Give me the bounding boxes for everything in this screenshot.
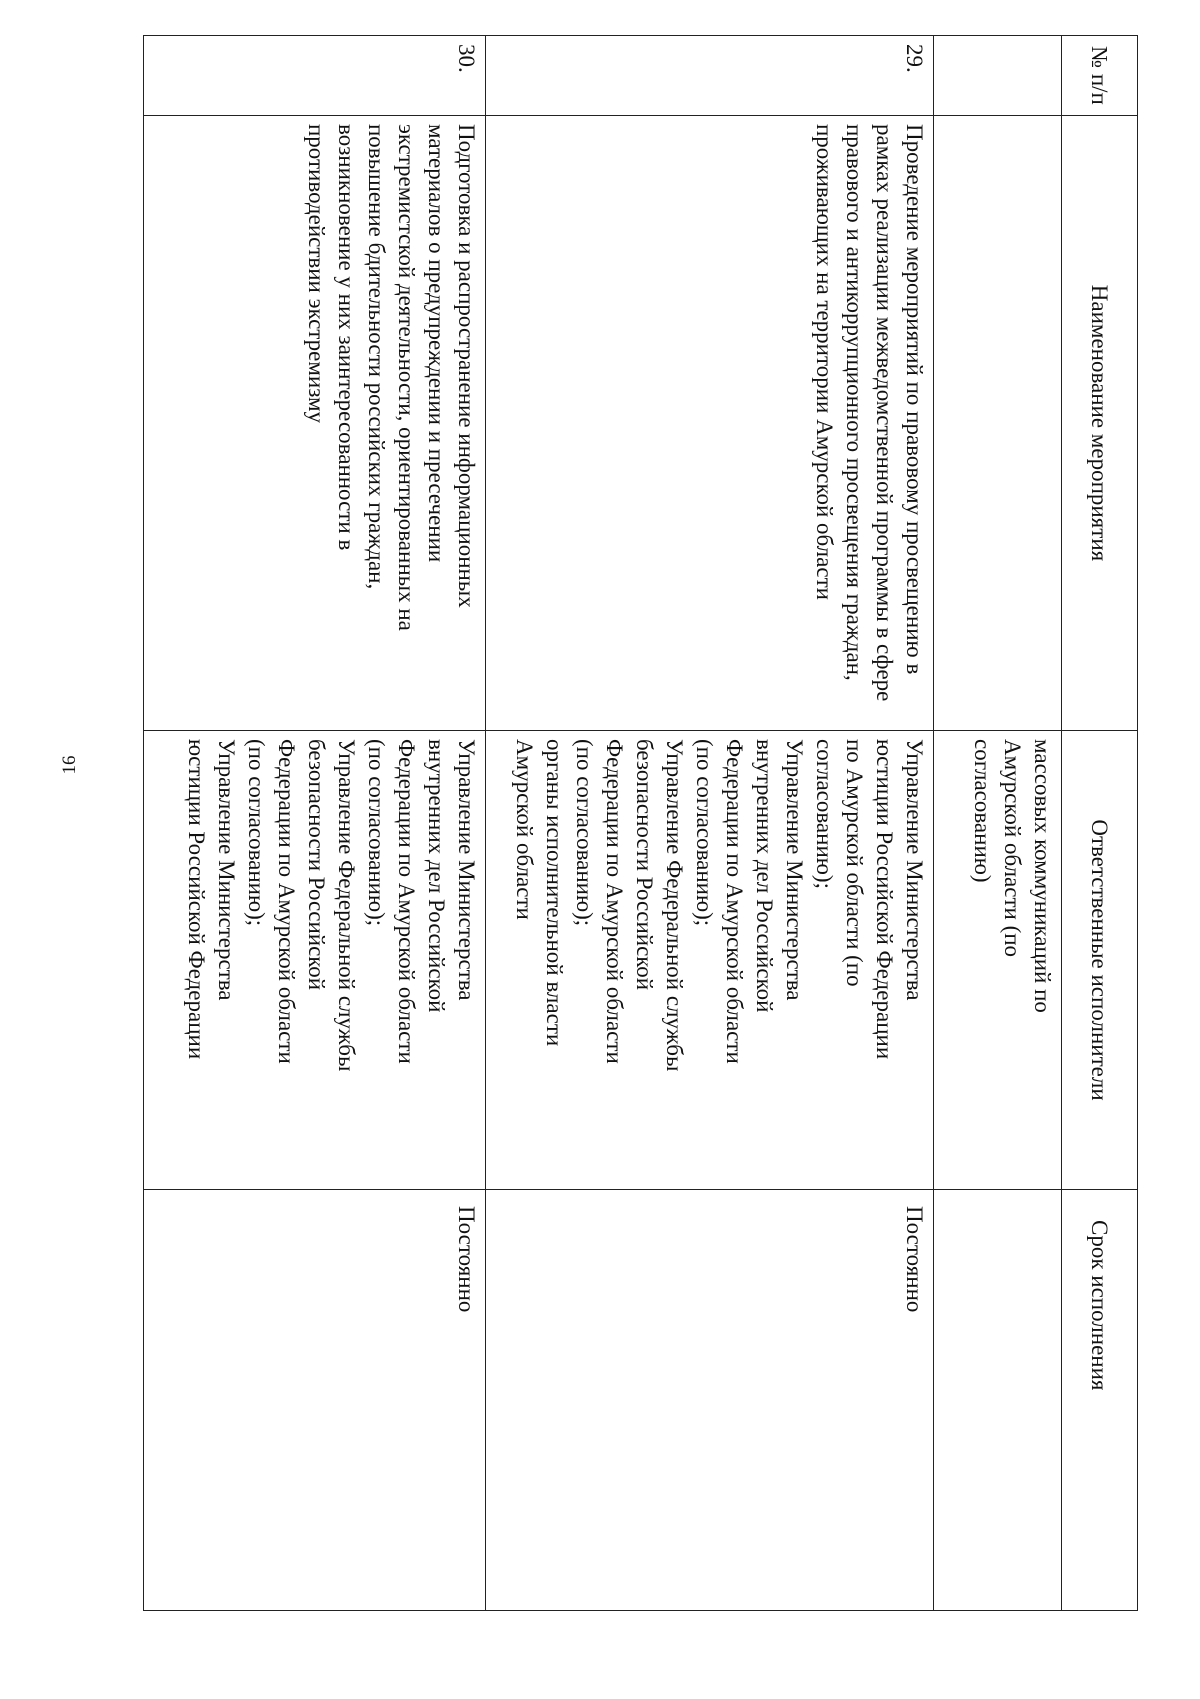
responsible-line: органы исполнительной власти <box>542 739 567 1047</box>
responsible-line: (по согласованию); <box>692 739 717 927</box>
row-name: Проведение мероприятий по правовому просвещению в рамках реализации межведомственной программы в сфере правового и антикоррупционного просвещения граждан, проживающих на территории Амурской области <box>486 116 934 731</box>
responsible-line: юстиции Российской Федерации <box>872 739 897 1060</box>
row-responsible <box>934 731 1062 1190</box>
table-row <box>486 36 934 1611</box>
table-row <box>144 36 486 1611</box>
row-term: Постоянно <box>144 1190 486 1611</box>
responsible-line: Федерации по Амурской области <box>722 739 747 1064</box>
page-number: 16 <box>59 755 80 775</box>
responsible-line: Амурской области (по <box>1000 739 1025 958</box>
row-term: Постоянно <box>486 1190 934 1611</box>
responsible-line: Федерации по Амурской области <box>394 739 419 1064</box>
responsible-line: безопасности Российской <box>632 739 657 991</box>
responsible-line: (по согласованию); <box>572 739 597 927</box>
responsible-line: юстиции Российской Федерации <box>184 739 209 1060</box>
row-responsible <box>144 731 486 1190</box>
responsible-line: массовых коммуникаций по <box>1030 739 1055 1013</box>
responsible-line: согласованию); <box>812 739 837 889</box>
responsible-line: Управление Министерства <box>214 739 239 1001</box>
table-row <box>934 36 1062 1611</box>
responsible-line: согласованию) <box>970 739 995 883</box>
responsible-line: по Амурской области (по <box>842 739 867 987</box>
responsible-line: Федерации по Амурской области <box>602 739 627 1064</box>
responsible-line: Амурской области <box>512 739 537 920</box>
responsible-line: Управление Федеральной службы <box>662 739 687 1072</box>
row-num: 29. <box>486 36 934 116</box>
row-num: 30. <box>144 36 486 116</box>
header-num: № п/п <box>1062 36 1138 116</box>
responsible-line: Управление Министерства <box>902 739 927 1001</box>
events-table <box>143 35 1138 1611</box>
header-term: Срок исполнения <box>1062 1190 1138 1611</box>
row-name <box>934 116 1062 731</box>
responsible-line: Управление Министерства <box>454 739 479 1001</box>
header-name: Наименование мероприятия <box>1062 116 1138 731</box>
row-responsible <box>486 731 934 1190</box>
row-term <box>934 1190 1062 1611</box>
table-header-row <box>1062 36 1138 1611</box>
responsible-line: внутренних дел Российской <box>752 739 777 1013</box>
row-num <box>934 36 1062 116</box>
responsible-line: Управление Министерства <box>782 739 807 1001</box>
responsible-line: безопасности Российской <box>304 739 329 991</box>
header-responsible: Ответственные исполнители <box>1062 731 1138 1190</box>
row-name: Подготовка и распространение информационных материалов о предупреждении и пресечении экстремистской деятельности, ориентированных на повышение бдительности российских граждан, возникновение у них заинтересованности в противодействии экстремизму <box>144 116 486 731</box>
responsible-line: Управление Федеральной службы <box>334 739 359 1072</box>
responsible-line: (по согласованию); <box>364 739 389 927</box>
responsible-line: внутренних дел Российской <box>424 739 449 1013</box>
responsible-line: (по согласованию); <box>244 739 269 927</box>
responsible-line: Федерации по Амурской области <box>274 739 299 1064</box>
rotated-page-content <box>143 35 1138 1520</box>
